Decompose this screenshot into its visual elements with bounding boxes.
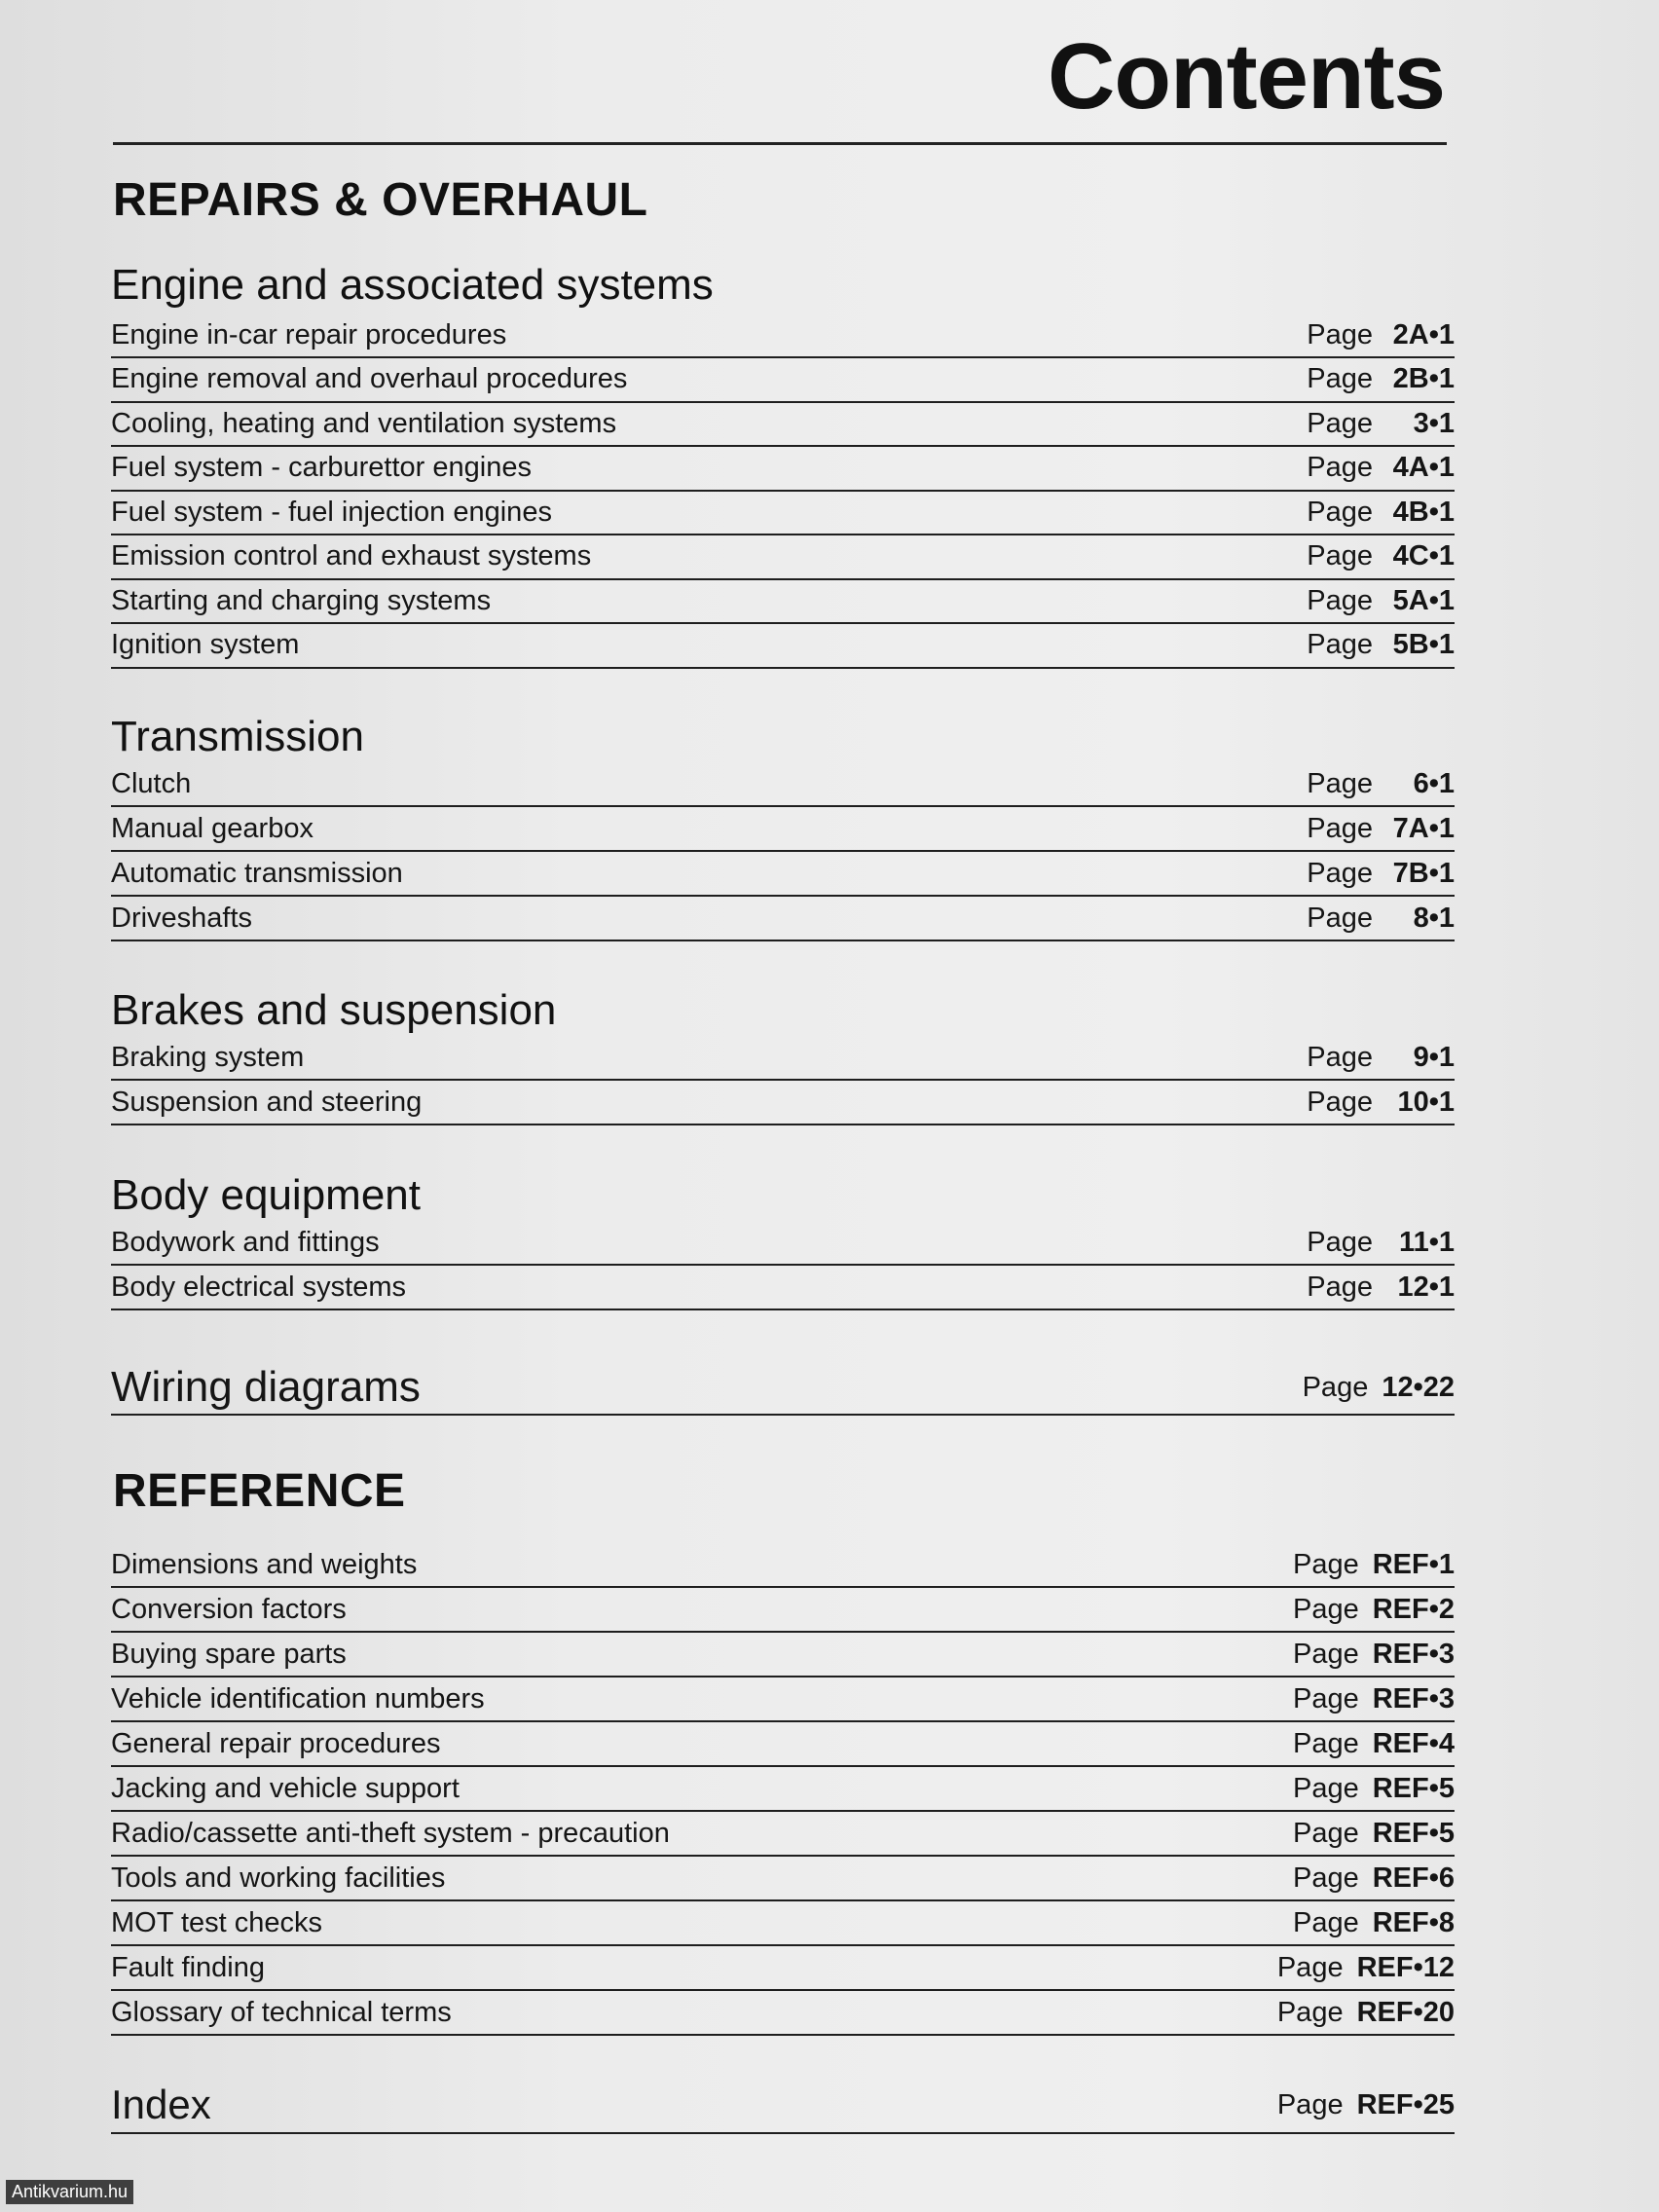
page-word: Page xyxy=(1292,1817,1359,1849)
page-word: Page xyxy=(1307,496,1373,528)
toc-row-label: Glossary of technical terms xyxy=(111,1996,452,2028)
page-word: Page xyxy=(1307,857,1373,889)
page-number: REF•6 xyxy=(1372,1862,1455,1894)
toc-row-page-ref xyxy=(1307,452,1455,484)
page-word: Page xyxy=(1307,812,1373,844)
toc-row[interactable] xyxy=(111,358,1455,403)
toc-row[interactable] xyxy=(111,579,1455,624)
toc-row-page-ref xyxy=(1307,629,1455,661)
toc-row-page-ref xyxy=(1293,1728,1455,1760)
page-number: REF•3 xyxy=(1372,1638,1455,1670)
toc-row-page-ref xyxy=(1307,363,1455,395)
section-title-reference: REFERENCE xyxy=(113,1465,406,1517)
toc-row-label: Bodywork and fittings xyxy=(111,1226,380,1258)
group-title-brakes: Brakes and suspension xyxy=(111,986,557,1034)
toc-row-page-ref xyxy=(1293,1549,1455,1581)
index-page-ref xyxy=(1277,2089,1455,2121)
toc-row-page-ref xyxy=(1293,1639,1455,1671)
page-number: 4B•1 xyxy=(1392,496,1455,528)
page-number: 12•1 xyxy=(1397,1271,1455,1303)
toc-row-page-ref xyxy=(1307,1227,1455,1259)
page-number: 5A•1 xyxy=(1392,584,1455,616)
page-number: REF•20 xyxy=(1356,1996,1455,2028)
toc-row[interactable] xyxy=(111,402,1455,447)
toc-row-page-ref xyxy=(1293,1907,1455,1939)
toc-row[interactable] xyxy=(111,1812,1455,1857)
page-word: Page xyxy=(1292,1772,1359,1804)
index-row[interactable] xyxy=(111,2078,1455,2134)
page-word: Page xyxy=(1292,1593,1359,1625)
toc-row[interactable] xyxy=(111,447,1455,492)
toc-row-page-ref xyxy=(1307,813,1455,845)
toc-row[interactable] xyxy=(111,1633,1455,1677)
page-number: 12•22 xyxy=(1382,1371,1455,1403)
page-word: Page xyxy=(1307,584,1373,616)
toc-row-page-ref xyxy=(1293,1594,1455,1626)
toc-row-label: Vehicle identification numbers xyxy=(111,1682,485,1714)
page-word: Page xyxy=(1307,902,1373,934)
toc-row[interactable] xyxy=(111,1767,1455,1812)
toc-row[interactable] xyxy=(111,624,1455,669)
page-number: 2B•1 xyxy=(1392,363,1455,394)
toc-row[interactable] xyxy=(111,1543,1455,1588)
page-word: Page xyxy=(1292,1727,1359,1759)
page-number: 8•1 xyxy=(1413,902,1455,934)
toc-row-page-ref xyxy=(1307,1042,1455,1074)
page-word: Page xyxy=(1307,1041,1373,1073)
toc-row[interactable] xyxy=(111,1946,1455,1991)
page-word: Page xyxy=(1307,1271,1373,1303)
toc-row-label: Jacking and vehicle support xyxy=(111,1772,460,1804)
toc-row-label: Emission control and exhaust systems xyxy=(111,540,592,571)
page-word: Page xyxy=(1276,2088,1344,2120)
toc-row[interactable] xyxy=(111,1857,1455,1901)
toc-row-label: Suspension and steering xyxy=(111,1086,423,1118)
toc-row-page-ref xyxy=(1277,1997,1455,2029)
toc-row[interactable] xyxy=(111,807,1455,852)
page-number: 7B•1 xyxy=(1392,857,1455,889)
page-number: 4A•1 xyxy=(1392,452,1455,483)
page-number: 4C•1 xyxy=(1392,540,1455,571)
toc-row[interactable] xyxy=(111,762,1455,807)
toc-row-page-ref xyxy=(1293,1818,1455,1850)
page-word: Page xyxy=(1307,767,1373,799)
toc-row-page-ref xyxy=(1307,497,1455,529)
page-number: REF•5 xyxy=(1372,1817,1455,1849)
toc-row-label: Conversion factors xyxy=(111,1593,347,1625)
toc-row[interactable] xyxy=(111,897,1455,941)
wiring-row[interactable] xyxy=(111,1361,1455,1416)
toc-row-label: Engine in-car repair procedures xyxy=(111,318,507,350)
page-word: Page xyxy=(1307,1086,1373,1118)
page-word: Page xyxy=(1307,540,1373,571)
toc-row[interactable] xyxy=(111,535,1455,580)
page-word: Page xyxy=(1276,1996,1344,2028)
toc-row-label: Engine removal and overhaul procedures xyxy=(111,363,628,394)
page-title: Contents xyxy=(1048,24,1445,129)
page-number: 10•1 xyxy=(1397,1086,1455,1118)
page-number: 9•1 xyxy=(1413,1041,1455,1073)
page-number: 3•1 xyxy=(1413,407,1455,439)
page-number: REF•3 xyxy=(1372,1682,1455,1714)
show-through-text xyxy=(701,58,719,95)
toc-row-label: Clutch xyxy=(111,767,192,799)
group-title-engine: Engine and associated systems xyxy=(111,261,714,309)
toc-row-label: Body electrical systems xyxy=(111,1271,406,1303)
toc-row-label: Fault finding xyxy=(111,1951,265,1983)
page-number: 2A•1 xyxy=(1392,318,1455,350)
toc-row-label: Buying spare parts xyxy=(111,1638,347,1670)
toc-row-label: MOT test checks xyxy=(111,1906,323,1938)
page-number: REF•1 xyxy=(1372,1548,1455,1580)
toc-row[interactable] xyxy=(111,491,1455,535)
toc-row-page-ref xyxy=(1307,408,1455,440)
page-word: Page xyxy=(1307,407,1373,439)
page-word: Page xyxy=(1292,1548,1359,1580)
toc-row-label: Braking system xyxy=(111,1041,305,1073)
toc-row[interactable] xyxy=(111,1991,1455,2036)
page-number: 6•1 xyxy=(1413,767,1455,799)
toc-row-page-ref xyxy=(1307,319,1455,351)
page-number: REF•25 xyxy=(1356,2088,1455,2120)
toc-row-page-ref xyxy=(1307,1272,1455,1304)
page-word: Page xyxy=(1307,318,1373,350)
toc-row-page-ref xyxy=(1293,1683,1455,1715)
toc-row-page-ref xyxy=(1307,540,1455,572)
toc-row-label: Tools and working facilities xyxy=(111,1862,446,1894)
page-word: Page xyxy=(1292,1906,1359,1938)
watermark-label: Antikvarium.hu xyxy=(6,2180,133,2204)
page-word: Page xyxy=(1276,1951,1344,1983)
page-word: Page xyxy=(1307,1226,1373,1258)
toc-row-label: Automatic transmission xyxy=(111,857,403,889)
toc-row[interactable] xyxy=(111,1081,1455,1125)
page-number: REF•12 xyxy=(1356,1951,1455,1983)
toc-row-page-ref xyxy=(1307,858,1455,890)
toc-row[interactable] xyxy=(111,1588,1455,1633)
toc-row[interactable] xyxy=(111,1036,1455,1081)
toc-row-label: Driveshafts xyxy=(111,902,253,934)
toc-row-label: Cooling, heating and ventilation systems xyxy=(111,407,617,439)
group-title-transmission: Transmission xyxy=(111,713,364,760)
section-title-repairs: REPAIRS & OVERHAUL xyxy=(113,174,648,226)
page-word: Page xyxy=(1292,1682,1359,1714)
toc-row-page-ref xyxy=(1307,1087,1455,1119)
toc-row-label: General repair procedures xyxy=(111,1727,441,1759)
toc-row-page-ref xyxy=(1277,1952,1455,1984)
page-number: REF•2 xyxy=(1372,1593,1455,1625)
toc-row-label: Fuel system - carburettor engines xyxy=(111,452,532,483)
toc-row-label: Manual gearbox xyxy=(111,812,313,844)
wiring-page-ref xyxy=(1303,1372,1455,1404)
toc-row-page-ref xyxy=(1307,768,1455,800)
group-title-body: Body equipment xyxy=(111,1171,421,1219)
toc-row-page-ref xyxy=(1293,1773,1455,1805)
toc-row[interactable] xyxy=(111,1266,1455,1310)
toc-row-page-ref xyxy=(1293,1862,1455,1895)
index-title: Index xyxy=(111,2082,211,2127)
toc-row-label: Dimensions and weights xyxy=(111,1548,418,1580)
page-number: 7A•1 xyxy=(1392,812,1455,844)
page-word: Page xyxy=(1292,1862,1359,1894)
toc-row-label: Starting and charging systems xyxy=(111,584,492,616)
page-number: REF•8 xyxy=(1372,1906,1455,1938)
toc-row-page-ref xyxy=(1307,585,1455,617)
page-number: 5B•1 xyxy=(1392,629,1455,660)
toc-row[interactable] xyxy=(111,1221,1455,1266)
toc-row-page-ref xyxy=(1307,903,1455,935)
toc-row[interactable] xyxy=(111,1677,1455,1722)
page-number: 11•1 xyxy=(1399,1226,1455,1258)
toc-row-label: Radio/cassette anti-theft system - precaution xyxy=(111,1817,670,1849)
toc-row-label: Fuel system - fuel injection engines xyxy=(111,496,552,528)
toc-row[interactable] xyxy=(111,1722,1455,1767)
toc-row-label: Ignition system xyxy=(111,629,300,660)
title-rule xyxy=(113,142,1447,145)
page-word: Page xyxy=(1307,629,1373,660)
page-word: Page xyxy=(1307,452,1373,483)
toc-row[interactable] xyxy=(111,852,1455,897)
page-word: Page xyxy=(1302,1371,1369,1403)
page-number: REF•4 xyxy=(1372,1727,1455,1759)
page-word: Page xyxy=(1307,363,1373,394)
page-number: REF•5 xyxy=(1372,1772,1455,1804)
page-word: Page xyxy=(1292,1638,1359,1670)
group-title-wiring: Wiring diagrams xyxy=(111,1363,421,1411)
toc-row[interactable] xyxy=(111,1901,1455,1946)
toc-row[interactable] xyxy=(111,313,1455,358)
